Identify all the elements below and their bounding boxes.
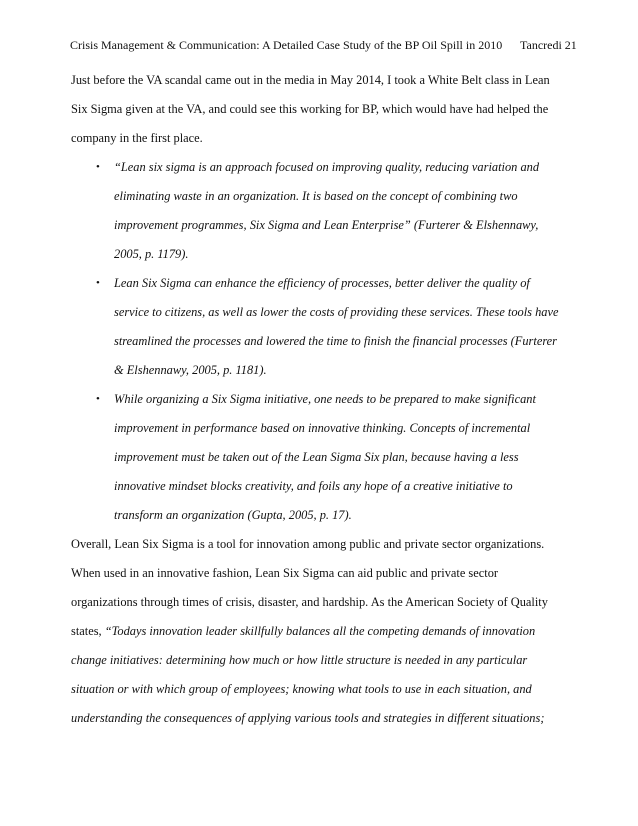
text-line: & Elshennawy, 2005, p. 1181). [114, 363, 267, 377]
text-line [71, 617, 571, 646]
quote-text: “Todays innovation leader skillfully balances all the competing demands of innovation [104, 624, 536, 638]
text-line: Lean Six Sigma can enhance the efficiency of processes, better deliver the quality of [114, 276, 530, 290]
text-line: improvement in performance based on innovative thinking. Concepts of incremental [114, 421, 531, 435]
bullet-icon: • [96, 161, 100, 173]
text-line: streamlined the processes and lowered the time to finish the financial processes (Furterer [114, 334, 558, 348]
text-line: company in the first place. [71, 131, 203, 145]
text-line: improvement must be taken out of the Lean Sigma Six plan, because having a less [114, 450, 519, 464]
bullet-item [71, 385, 571, 530]
intro-paragraph [71, 66, 571, 153]
text-line: improvement programmes, Six Sigma and Lean Enterprise” (Furterer & Elshennawy, [114, 218, 539, 232]
header-title: Crisis Management & Communication: A Detailed Case Study of the BP Oil Spill in 2010 [70, 38, 503, 52]
text-line: While organizing a Six Sigma initiative, one needs to be prepared to make significant [114, 392, 536, 406]
header-author-page: Tancredi 21 [520, 38, 577, 52]
quote-line: situation or with which group of employees; knowing what tools to use in each situation, and [71, 682, 532, 696]
text-line: “Lean six sigma is an approach focused on improving quality, reducing variation and [114, 160, 540, 174]
quote-line: understanding the consequences of applying various tools and strategies in different situations; [71, 711, 545, 725]
bullet-item [71, 153, 571, 269]
text-line: service to citizens, as well as lower the costs of providing these services. These tools have [114, 305, 559, 319]
text-line: Just before the VA scandal came out in the media in May 2014, I took a White Belt class in Lean [71, 73, 550, 87]
bullet-icon: • [96, 393, 100, 405]
text-plain: states, [71, 624, 105, 638]
text-line: organizations through times of crisis, disaster, and hardship. As the American Society of Quality [71, 595, 548, 609]
text-line: When used in an innovative fashion, Lean Six Sigma can aid public and private sector [71, 566, 499, 580]
closing-paragraph [71, 530, 571, 733]
bullet-item [71, 269, 571, 385]
text-line: 2005, p. 1179). [114, 247, 189, 261]
quote-line: change initiatives: determining how much or how little structure is needed in any particular [71, 653, 528, 667]
text-line: eliminating waste in an organization. It is based on the concept of combining two [114, 189, 518, 203]
bullet-list [71, 153, 571, 530]
bullet-icon: • [96, 277, 100, 289]
text-line: transform an organization (Gupta, 2005, p. 17). [114, 508, 352, 522]
document-body [71, 66, 571, 733]
text-line: Six Sigma given at the VA, and could see this working for BP, which would have had helped the [71, 102, 549, 116]
text-line: Overall, Lean Six Sigma is a tool for innovation among public and private sector organizations. [71, 537, 545, 551]
text-line: innovative mindset blocks creativity, and foils any hope of a creative initiative to [114, 479, 513, 493]
